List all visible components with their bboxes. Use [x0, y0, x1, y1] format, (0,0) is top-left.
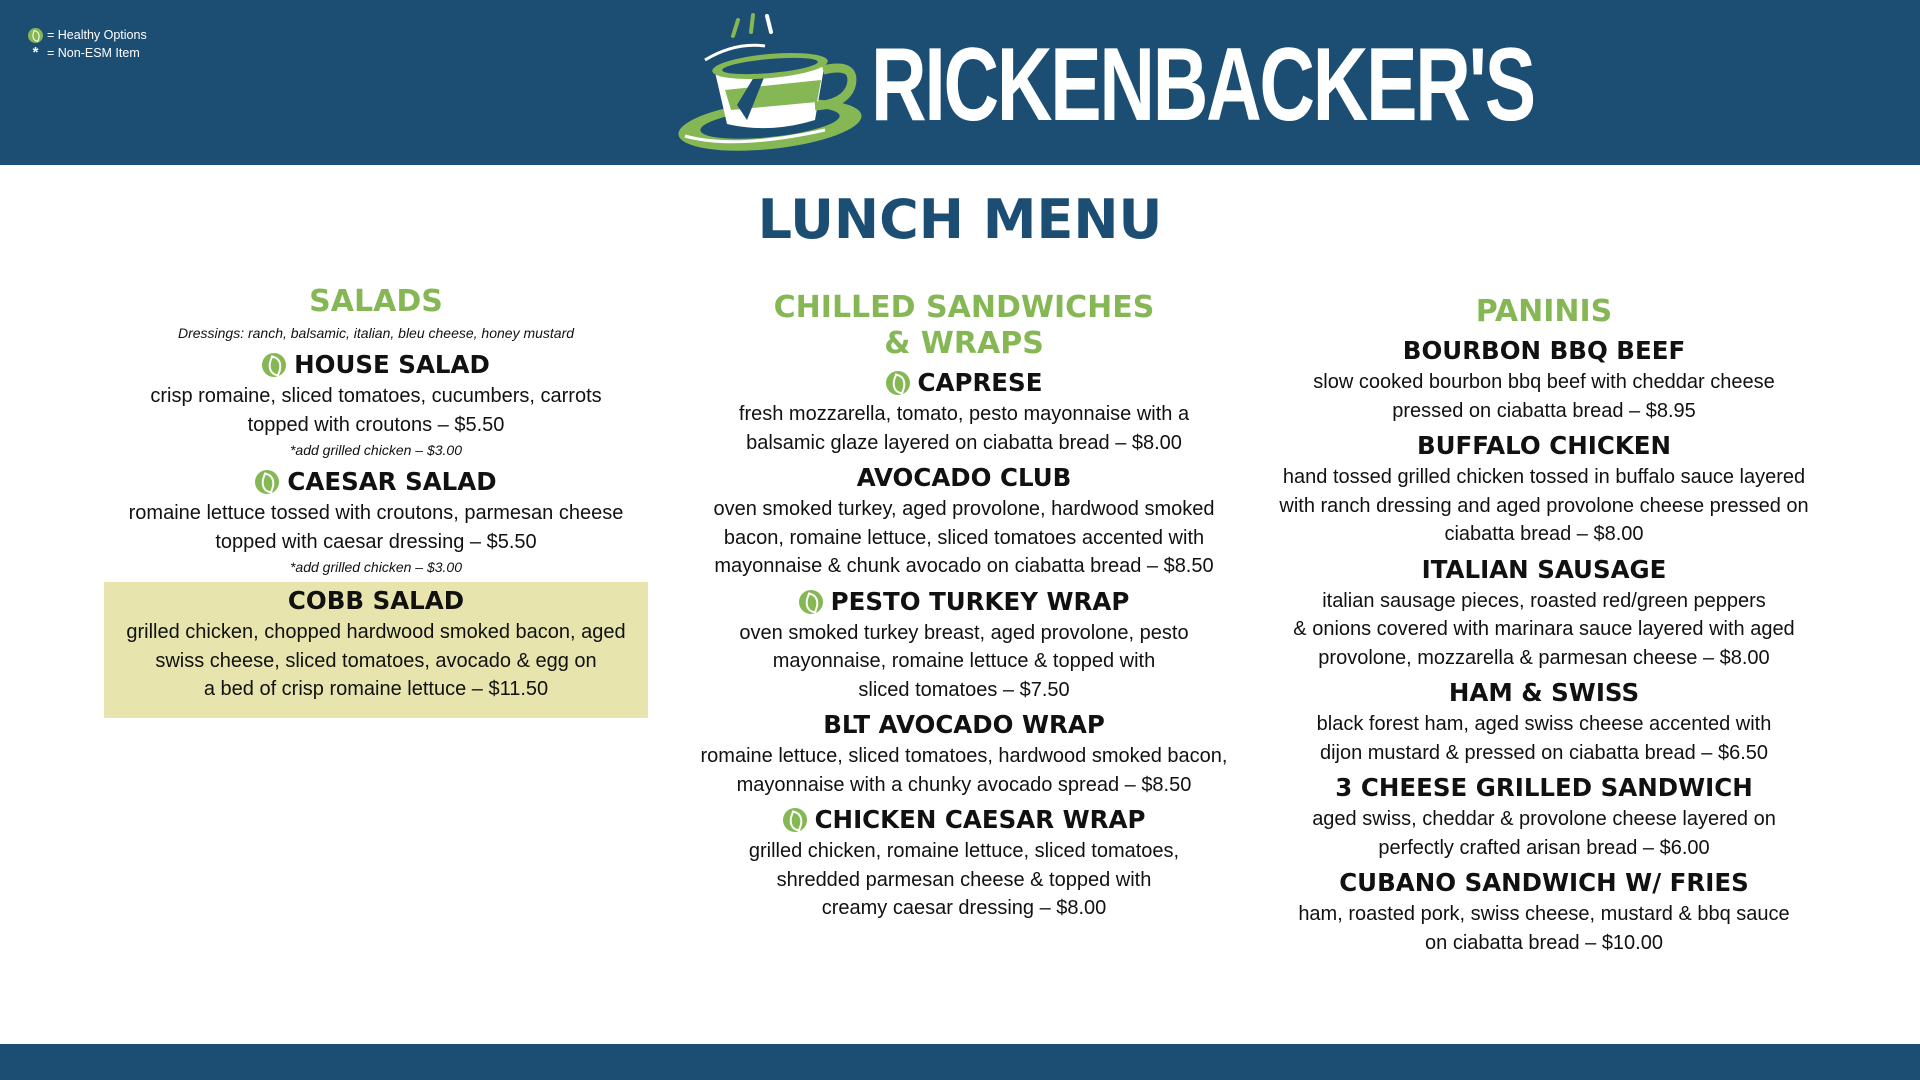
menu-item-title: [262, 348, 490, 382]
menu-item-description: romaine lettuce, sliced tomatoes, hardwood smoked bacon,: [700, 745, 1228, 767]
asterisk-icon: *: [32, 44, 39, 61]
menu-item-title: [288, 584, 464, 618]
menu-item-description: romaine lettuce tossed with croutons, parmesan cheese: [128, 502, 624, 524]
menu-item-description: dijon mustard & pressed on ciabatta bread – $6.50: [1319, 741, 1769, 764]
menu-item-description: ciabatta bread – $8.00: [1444, 523, 1644, 545]
menu-item-description: swiss cheese, sliced tomatoes, avocado & egg on: [155, 649, 597, 672]
menu-item-title: [857, 461, 1072, 495]
menu-item-title: [1403, 334, 1685, 368]
menu-item-name: CAESAR SALAD: [287, 467, 497, 496]
footer-bar: [0, 1044, 1920, 1080]
menu-item-description: hand tossed grilled chicken tossed in buffalo sauce layered: [1282, 466, 1806, 488]
legend-healthy: [28, 26, 147, 44]
menu-item-title: [823, 708, 1105, 742]
dressings-note: Dressings: ranch, balsamic, italian, bleu cheese, honey mustard: [177, 325, 575, 341]
menu-item-name: CUBANO SANDWICH W/ FRIES: [1339, 868, 1749, 897]
menu-item-description: topped with croutons – $5.50: [247, 413, 505, 436]
menu-item-description: grilled chicken, chopped hardwood smoked bacon, aged: [126, 621, 626, 643]
menu-item-description: a bed of crisp romaine lettuce – $11.50: [203, 678, 549, 700]
menu-item-description: & onions covered with marinara sauce layered with aged: [1293, 618, 1795, 640]
menu-item-title: [886, 366, 1043, 400]
menu-item-addon: *add grilled chicken – $3.00: [289, 559, 462, 575]
menu-item-title: [799, 585, 1130, 619]
page-title: LUNCH MENU: [757, 188, 1163, 251]
menu-item-description: mayonnaise & chunk avocado on ciabatta bread – $8.50: [714, 555, 1214, 577]
menu-item: [1270, 771, 1818, 862]
menu-item-description: oven smoked turkey, aged provolone, hardwood smoked: [713, 498, 1215, 520]
menu-item: [700, 708, 1228, 799]
menu-item: [104, 465, 648, 578]
menu-item-name: BOURBON BBQ BEEF: [1402, 336, 1686, 365]
leaf-icon: [255, 470, 279, 494]
menu-item: [700, 585, 1228, 705]
menu-item-name: CAPRESE: [917, 368, 1043, 397]
menu-item: [1270, 553, 1818, 673]
menu-item-description: shredded parmesan cheese & topped with: [776, 868, 1152, 891]
menu-item-description: balsamic glaze layered on ciabatta bread – $8.00: [746, 431, 1182, 454]
menu-item-description: on ciabatta bread – $10.00: [1425, 931, 1663, 954]
menu-item: [1270, 866, 1818, 957]
menu-item-description: slow cooked bourbon bbq beef with cheddar cheese: [1313, 371, 1775, 393]
menu-item-description: mayonnaise with a chunky avocado spread – $8.50: [736, 773, 1192, 796]
menu-item-description: aged swiss, cheddar & provolone cheese layered on: [1312, 808, 1776, 830]
menu-item-description: with ranch dressing and aged provolone cheese pressed on: [1279, 494, 1809, 517]
menu-item-name: 3 CHEESE GRILLED SANDWICH: [1335, 773, 1753, 802]
leaf-icon: [886, 371, 910, 395]
brand-logo: [675, 10, 1534, 155]
sandwiches-heading: CHILLED SANDWICHES: [773, 290, 1155, 325]
menu-item-description: perfectly crafted arisan bread – $6.00: [1378, 836, 1710, 859]
menu-item-description: mayonnaise, romaine lettuce & topped with: [772, 650, 1156, 672]
menu-item-description: italian sausage pieces, roasted red/green peppers: [1322, 589, 1766, 612]
menu-item-name: PESTO TURKEY WRAP: [830, 586, 1130, 616]
legend-non-esm-label: = Non-ESM Item: [47, 46, 140, 60]
sandwiches-heading-line2: & WRAPS: [884, 326, 1044, 361]
menu-item-title: [1449, 676, 1639, 710]
menu-item-description: ham, roasted pork, swiss cheese, mustard & bbq sauce: [1298, 903, 1790, 925]
menu-item-addon: *add grilled chicken – $3.00: [289, 442, 462, 458]
menu-item-description: sliced tomatoes – $7.50: [858, 678, 1070, 701]
menu-item-description: bacon, romaine lettuce, sliced tomatoes accented with: [723, 526, 1205, 549]
menu-item-description: black forest ham, aged swiss cheese accented with: [1316, 713, 1772, 735]
legend-non-esm: [28, 44, 147, 62]
menu-item-description: pressed on ciabatta bread – $8.95: [1392, 399, 1696, 422]
menu-item-description: grilled chicken, romaine lettuce, sliced tomatoes,: [748, 840, 1180, 862]
menu-item-title: [1417, 429, 1671, 463]
menu-item: [700, 461, 1228, 581]
leaf-icon: [799, 590, 823, 614]
paninis-column: [1270, 294, 1818, 957]
menu-item: [1270, 676, 1818, 767]
menu-item-name: HOUSE SALAD: [294, 350, 490, 379]
menu-item-name: AVOCADO CLUB: [856, 463, 1072, 492]
menu-item-title: [1422, 553, 1667, 587]
leaf-icon: [28, 28, 43, 43]
menu-item-name: CHICKEN CAESAR WRAP: [814, 805, 1146, 834]
menu-item-description: provolone, mozzarella & parmesan cheese – $8.00: [1318, 646, 1770, 669]
menu-item-title: [255, 465, 496, 499]
menu-item: [104, 348, 648, 461]
salads-heading: SALADS: [309, 284, 443, 319]
menu-item-name: BLT AVOCADO WRAP: [823, 710, 1105, 739]
leaf-icon: [262, 353, 286, 377]
leaf-icon: [783, 808, 807, 832]
menu-item-title: [1335, 771, 1752, 805]
menu-item-name: ITALIAN SAUSAGE: [1421, 554, 1667, 584]
menu-item-featured: [104, 582, 648, 718]
menu-item-description: fresh mozzarella, tomato, pesto mayonnaise with a: [738, 403, 1190, 425]
menu-item: [1270, 334, 1818, 425]
menu-item: [1270, 429, 1818, 549]
legend: [28, 26, 147, 62]
menu-item-description: creamy caesar dressing – $8.00: [821, 897, 1107, 919]
menu-item-name: HAM & SWISS: [1448, 678, 1640, 707]
coffee-cup-icon: [675, 10, 875, 155]
paninis-heading: PANINIS: [1475, 294, 1613, 329]
salads-column: [104, 284, 648, 718]
menu-item-title: [783, 803, 1146, 837]
header-bar: [0, 0, 1920, 165]
brand-name: RICKENBACKER'S: [871, 27, 1534, 143]
menu-item-title: [1339, 866, 1749, 900]
menu-item: [700, 366, 1228, 457]
menu-item-name: COBB SALAD: [287, 586, 465, 615]
menu-item-description: topped with caesar dressing – $5.50: [215, 530, 537, 553]
menu-item-name: BUFFALO CHICKEN: [1416, 431, 1672, 460]
menu-item-description: crisp romaine, sliced tomatoes, cucumbers, carrots: [150, 385, 602, 407]
menu-item: [700, 803, 1228, 923]
menu-item-description: oven smoked turkey breast, aged provolone, pesto: [739, 621, 1189, 644]
sandwiches-column: [700, 290, 1228, 923]
legend-healthy-label: = Healthy Options: [47, 28, 147, 42]
